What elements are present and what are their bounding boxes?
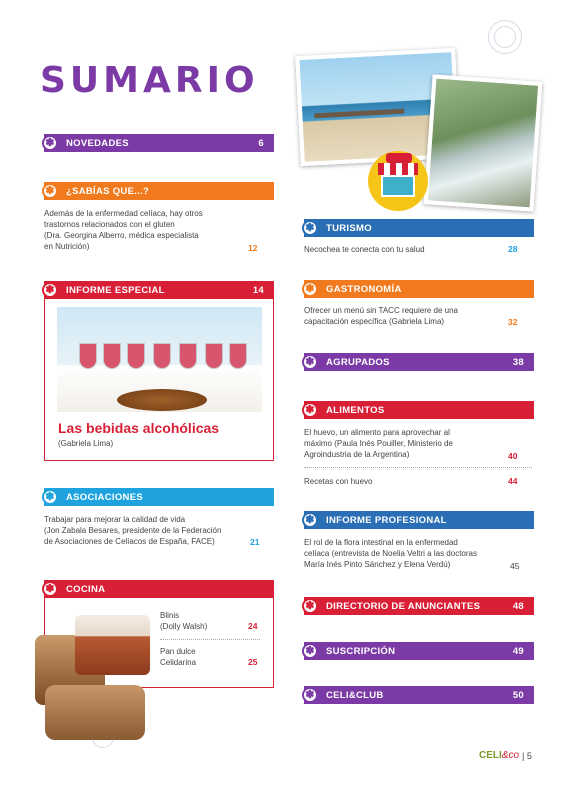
- section-suscripcion[interactable]: [304, 642, 534, 660]
- text-line: trastornos relacionados con el gluten: [44, 220, 175, 229]
- pier: [314, 109, 404, 119]
- text-line: El huevo, un alimento para aprovechar al: [304, 428, 450, 437]
- text-line: Pan dulce: [160, 647, 196, 656]
- brand-name: CELI: [479, 750, 502, 761]
- article-author: (Gabriela Lima): [58, 439, 114, 448]
- flower-icon: ✽: [302, 512, 318, 528]
- flower-icon: ✽: [302, 281, 318, 297]
- section-sabias-que[interactable]: [44, 182, 274, 200]
- page-number: 14: [252, 284, 264, 296]
- recipe-item[interactable]: [160, 610, 240, 632]
- divider: [304, 467, 532, 468]
- flower-icon: ✽: [42, 282, 58, 298]
- store-awning: [378, 163, 418, 175]
- footer-page-number: [522, 751, 532, 761]
- flower-icon: ✽: [302, 220, 318, 236]
- text-line: Blinis: [160, 611, 180, 620]
- section-celiclub[interactable]: [304, 686, 534, 704]
- flower-icon: ✽: [302, 643, 318, 659]
- text-line: en Nutrición): [44, 242, 90, 251]
- footer-page: 5: [526, 751, 532, 761]
- flower-icon: ✽: [302, 687, 318, 703]
- section-gastronomia[interactable]: [304, 280, 534, 298]
- page-number: 44: [508, 476, 518, 486]
- section-label: ASOCIACIONES: [66, 491, 143, 503]
- section-label: COCINA: [66, 583, 106, 595]
- section-label: SUSCRIPCIÓN: [326, 645, 396, 657]
- article-headline: Las bebidas alcohólicas: [58, 420, 220, 436]
- river-photo: [424, 74, 543, 211]
- text-line: (Dra. Georgina Alberro, médica especialista: [44, 231, 199, 240]
- section-alimentos[interactable]: [304, 401, 534, 419]
- section-informe-especial[interactable]: [44, 281, 274, 299]
- text-line: (Dolly Walsh): [160, 622, 208, 631]
- recipe-item[interactable]: [160, 646, 240, 668]
- store-tag: [386, 153, 412, 163]
- page-number: 21: [250, 537, 260, 547]
- text-line: María Inés Pinto Sánchez y Elena Verdú): [304, 560, 451, 569]
- text-line: (Jon Zabala Besares, presidente de la Federación: [44, 526, 222, 535]
- brand-logo: [479, 750, 519, 761]
- section-turismo[interactable]: [304, 219, 534, 237]
- article-text: Necochea te conecta con tu salud: [304, 245, 425, 254]
- flower-icon: ✽: [302, 402, 318, 418]
- store-front: [381, 175, 415, 197]
- page-number: 6: [258, 137, 264, 149]
- page-title: SUMARIO: [40, 60, 259, 101]
- page-number: 45: [510, 561, 520, 571]
- article-text: [304, 305, 504, 327]
- text-line: de Asociaciones de Celíacos de España, FACE): [44, 537, 215, 546]
- text-line: El rol de la flora intestinal en la enfermedad: [304, 538, 458, 547]
- cake-piece: [45, 685, 145, 740]
- section-directorio[interactable]: [304, 597, 534, 615]
- drinks-photo: [57, 307, 262, 412]
- article-text: [44, 514, 264, 547]
- wine-glass: [229, 343, 247, 369]
- section-asociaciones[interactable]: [44, 488, 274, 506]
- bread: [117, 389, 207, 411]
- flower-icon: ✽: [42, 581, 58, 597]
- page-number: 49: [512, 645, 524, 657]
- flower-icon: ✽: [42, 183, 58, 199]
- section-label: DIRECTORIO DE ANUNCIANTES: [326, 600, 481, 612]
- text-line: Trabajar para mejorar la calidad de vida: [44, 515, 186, 524]
- cake-piece: [75, 615, 150, 675]
- divider: [160, 639, 260, 640]
- section-label: ¿SABÍAS QUE...?: [66, 185, 150, 197]
- wine-glass: [127, 343, 145, 369]
- article-text: [304, 537, 519, 570]
- section-label: GASTRONOMÍA: [326, 283, 402, 295]
- decorative-swirl: [494, 26, 516, 48]
- text-line: máximo (Paula Inés Pouiller, Ministerio de: [304, 439, 453, 448]
- section-label: TURISMO: [326, 222, 372, 234]
- flower-icon: ✽: [302, 598, 318, 614]
- footer-separator: |: [522, 751, 525, 761]
- section-cocina[interactable]: [44, 580, 274, 598]
- text-line: Agroindustria de la Argentina): [304, 450, 410, 459]
- flower-icon: ✽: [42, 135, 58, 151]
- section-label: INFORME ESPECIAL: [66, 284, 165, 296]
- section-label: AGRUPADOS: [326, 356, 390, 368]
- text-line: Además de la enfermedad celíaca, hay otros: [44, 209, 203, 218]
- page-number: 48: [512, 600, 524, 612]
- page-number: 32: [508, 317, 518, 327]
- wine-glass: [103, 343, 121, 369]
- page-number: 28: [508, 244, 518, 254]
- wine-glass: [153, 343, 171, 369]
- cake-photo: [35, 615, 150, 740]
- page-number: 24: [248, 621, 258, 631]
- page-number: 40: [508, 451, 518, 461]
- section-label: ALIMENTOS: [326, 404, 385, 416]
- flower-icon: ✽: [42, 489, 58, 505]
- section-label: CELI&CLUB: [326, 689, 384, 701]
- article-text: Recetas con huevo: [304, 477, 373, 486]
- wine-glass: [179, 343, 197, 369]
- text-line: capacitación específica (Gabriela Lima): [304, 317, 445, 326]
- text-line: celíaca (entrevista de Noelia Veltri a las doctoras: [304, 549, 477, 558]
- section-agrupados[interactable]: [304, 353, 534, 371]
- page-number: 25: [248, 657, 258, 667]
- section-informe-profesional[interactable]: [304, 511, 534, 529]
- text-line: Ofrecer un menú sin TACC requiere de una: [304, 306, 459, 315]
- article-text: [44, 208, 254, 252]
- text-line: Celidarina: [160, 658, 197, 667]
- wine-glass: [205, 343, 223, 369]
- page-number: 38: [512, 356, 524, 368]
- flower-icon: ✽: [302, 354, 318, 370]
- section-label: NOVEDADES: [66, 137, 129, 149]
- article-text: [304, 427, 504, 460]
- brand-suffix: &co: [501, 750, 520, 761]
- wine-glass: [79, 343, 97, 369]
- store-icon: [368, 151, 428, 211]
- page-number: 12: [248, 243, 258, 253]
- section-novedades[interactable]: [44, 134, 274, 152]
- section-label: INFORME PROFESIONAL: [326, 514, 447, 526]
- page-number: 50: [512, 689, 524, 701]
